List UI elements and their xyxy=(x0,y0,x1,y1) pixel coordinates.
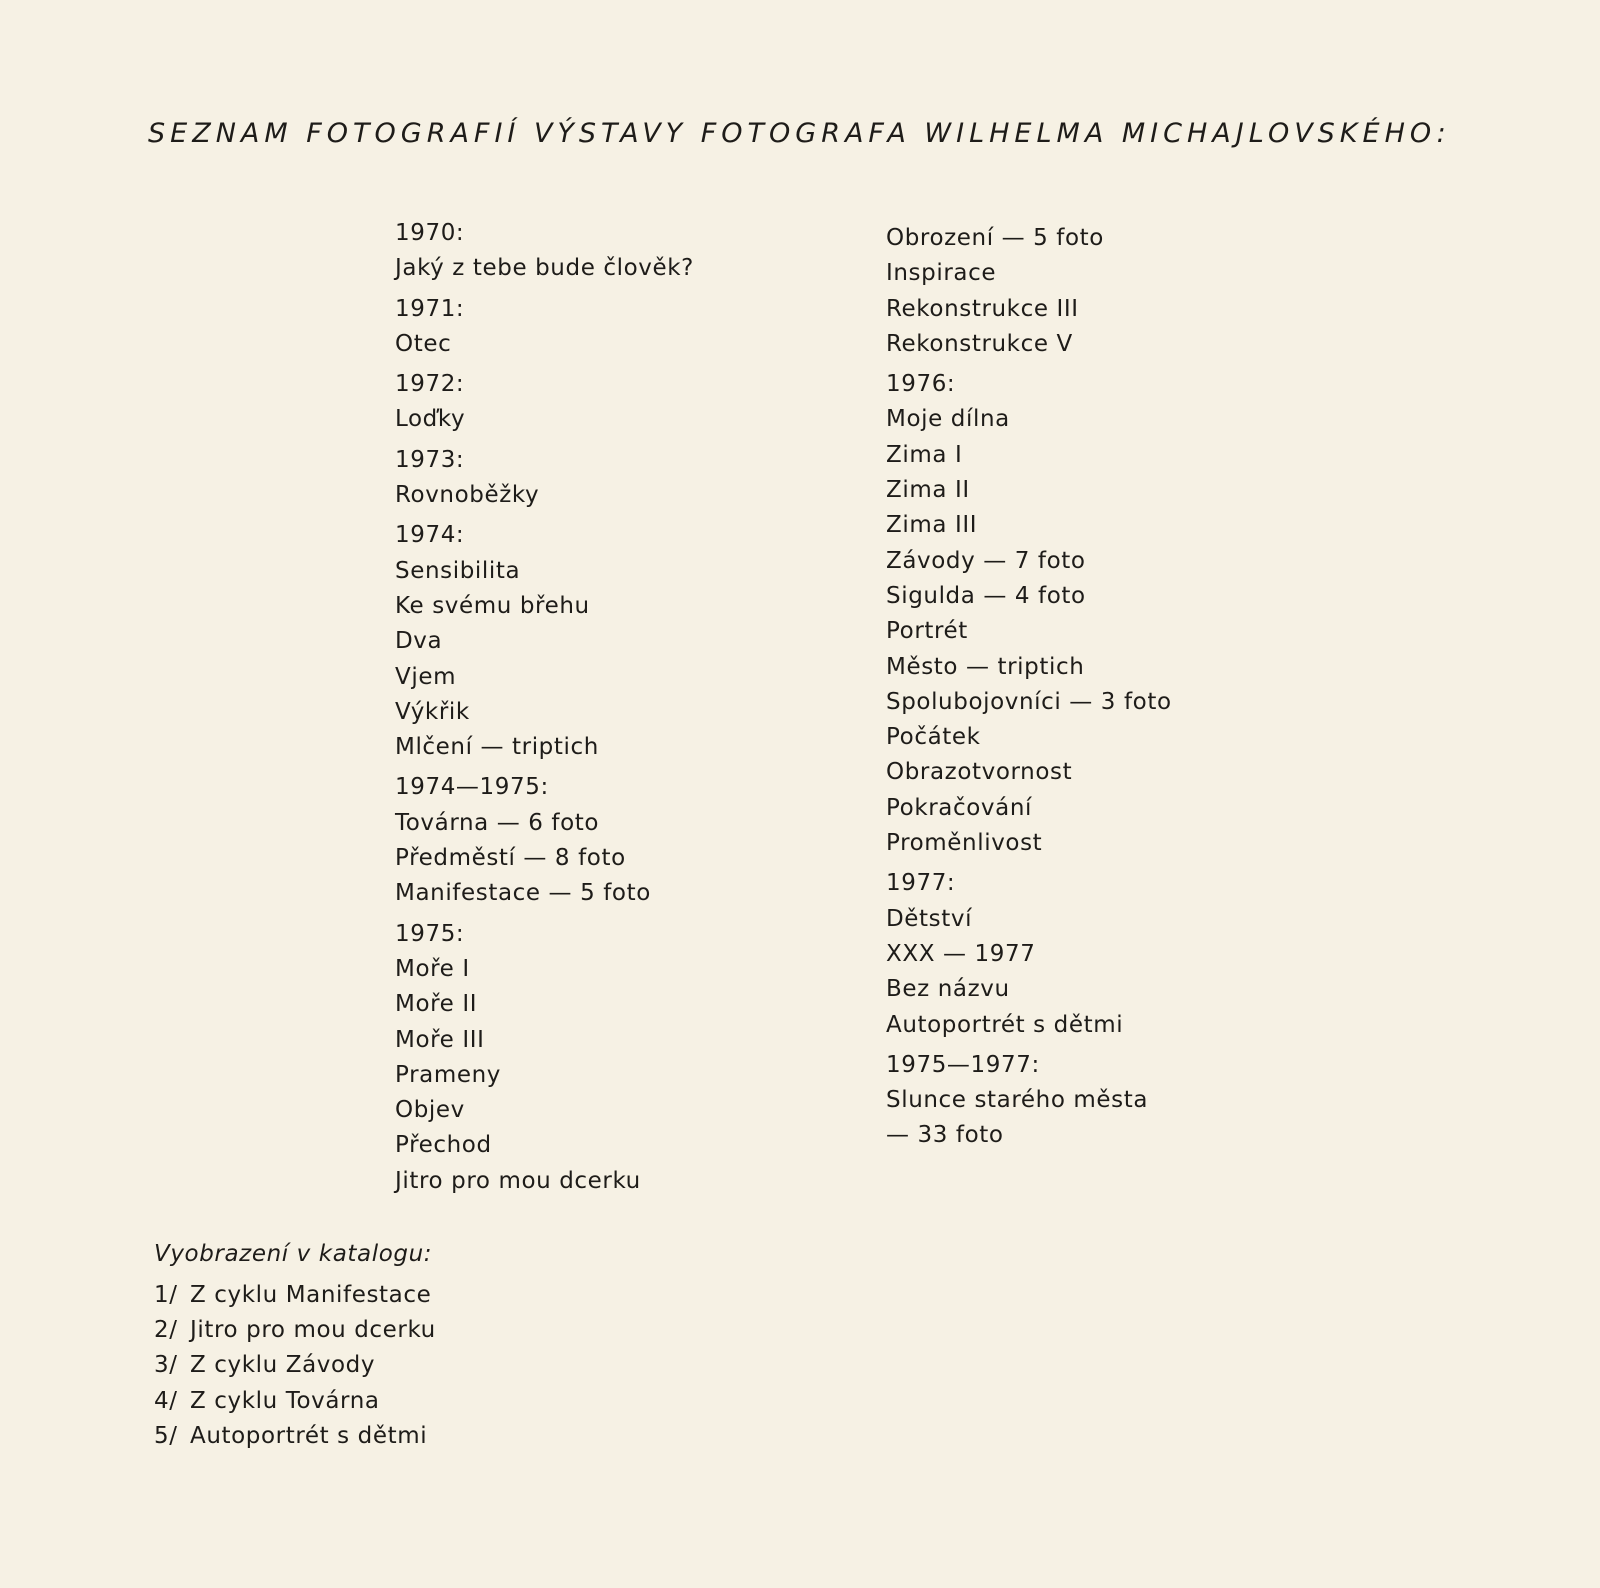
photo-title: Slunce starého města xyxy=(886,1087,1149,1114)
year-heading: 1973: xyxy=(395,446,465,473)
photo-title: Mlčení — triptich xyxy=(395,734,599,761)
catalog-item-number: 2/ xyxy=(154,1317,178,1344)
photo-title: Moře III xyxy=(395,1026,485,1053)
photo-title: Přechod xyxy=(395,1132,492,1159)
catalog-item-label: Z cyklu Továrna xyxy=(190,1387,380,1414)
photo-title: Autoportrét s dětmi xyxy=(886,1011,1124,1038)
photo-title: Ke svému břehu xyxy=(395,592,590,619)
photo-title: Jitro pro mou dcerku xyxy=(395,1167,641,1194)
catalog-list xyxy=(154,1278,436,1454)
year-heading: 1974: xyxy=(395,522,465,549)
photo-title: Jaký z tebe bude člověk? xyxy=(395,255,694,282)
year-heading: 1972: xyxy=(395,371,465,398)
catalog-item-label: Autoportrét s dětmi xyxy=(190,1422,428,1449)
photo-title: Dva xyxy=(395,628,443,655)
photo-title: Moře II xyxy=(395,991,478,1018)
catalog-item-number: 5/ xyxy=(154,1422,178,1449)
year-heading: 1971: xyxy=(395,295,465,322)
photo-title: XXX — 1977 xyxy=(886,940,1036,967)
photo-list-left-column xyxy=(395,216,694,1199)
photo-title: Zima II xyxy=(886,477,970,504)
catalog-item-number: 4/ xyxy=(154,1387,178,1414)
catalog-illustrations xyxy=(154,1240,436,1454)
photo-title: Sigulda — 4 foto xyxy=(886,582,1086,609)
photo-title: Obrození — 5 foto xyxy=(886,225,1104,251)
photo-title: Spolubojovníci — 3 foto xyxy=(886,688,1172,715)
catalog-item-label: Jitro pro mou dcerku xyxy=(190,1317,436,1344)
catalog-item-label: Z cyklu Manifestace xyxy=(190,1282,432,1308)
year-heading: 1970: xyxy=(395,220,465,246)
page-title: SEZNAM FOTOGRAFIÍ VÝSTAVY FOTOGRAFA WILHELMA MICHAJLOVSKÉHO: xyxy=(148,118,1451,149)
year-heading: 1975—1977: xyxy=(886,1051,1040,1078)
catalog-item xyxy=(154,1313,436,1348)
catalog-item-number: 1/ xyxy=(154,1282,178,1308)
photo-title: Otec xyxy=(395,330,452,357)
photo-title: Proměnlivost xyxy=(886,830,1043,857)
photo-title: Dětství xyxy=(886,905,973,932)
year-heading: 1975: xyxy=(395,920,465,947)
catalog-item xyxy=(154,1278,436,1313)
catalog-item xyxy=(154,1384,436,1419)
photo-title: Manifestace — 5 foto xyxy=(395,880,651,907)
photo-title: Počátek xyxy=(886,724,981,751)
photo-title: Výkřik xyxy=(395,698,470,725)
photo-title: Pokračování xyxy=(886,794,1032,821)
photo-title: Moře I xyxy=(395,955,470,982)
photo-title: Moje dílna xyxy=(886,406,1010,433)
photo-list-right-column xyxy=(886,221,1172,1154)
photo-title: Inspirace xyxy=(886,260,997,287)
catalog-item xyxy=(154,1348,436,1383)
photo-title: Loďky xyxy=(395,406,466,433)
photo-title: Sensibilita xyxy=(395,557,521,584)
photo-title: Objev xyxy=(395,1097,465,1124)
catalog-item-label: Z cyklu Závody xyxy=(190,1352,376,1379)
catalog-item-number: 3/ xyxy=(154,1352,178,1379)
photo-title: Rekonstrukce V xyxy=(886,330,1073,357)
photo-title: — 33 foto xyxy=(886,1122,1004,1149)
photo-title: Bez názvu xyxy=(886,976,1010,1003)
photo-title: Město — triptich xyxy=(886,653,1085,680)
year-heading: 1976: xyxy=(886,371,956,398)
photo-title: Továrna — 6 foto xyxy=(395,809,600,836)
photo-title: Prameny xyxy=(395,1061,501,1088)
photo-title: Předměstí — 8 foto xyxy=(395,845,626,872)
photo-title: Vjem xyxy=(395,663,457,690)
photo-title: Rekonstrukce III xyxy=(886,295,1079,322)
photo-title: Obrazotvornost xyxy=(886,759,1073,786)
photo-title: Portrét xyxy=(886,618,968,645)
catalog-heading: Vyobrazení v katalogu: xyxy=(154,1241,433,1267)
photo-title: Závody — 7 foto xyxy=(886,547,1086,574)
year-heading: 1974—1975: xyxy=(395,774,549,801)
photo-title: Zima I xyxy=(886,441,963,468)
year-heading: 1977: xyxy=(886,870,956,897)
catalog-item xyxy=(154,1419,436,1454)
photo-title: Rovnoběžky xyxy=(395,482,540,509)
photo-title: Zima III xyxy=(886,512,978,539)
